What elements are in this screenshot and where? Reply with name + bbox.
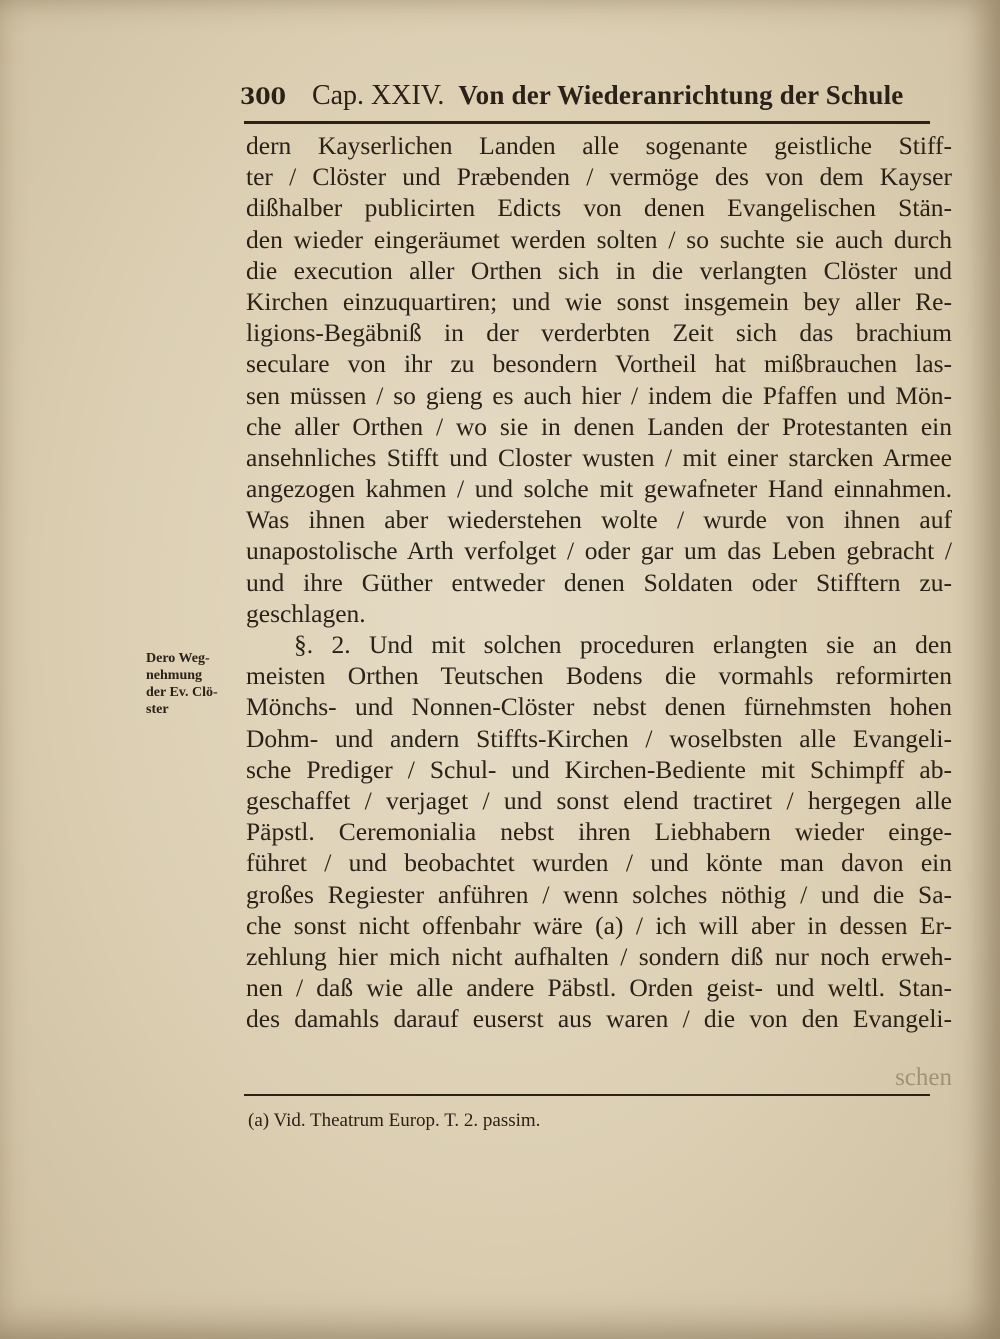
- text-line: Päpstl. Ceremonialia nebst ihren Liebhabern wieder einge-: [246, 817, 952, 847]
- text-line: ligions-Begäbniß in der verderbten Zeit sich das brachium: [246, 318, 952, 348]
- text-line: seculare von ihr zu besondern Vortheil hat mißbrauchen las-: [246, 349, 952, 379]
- text-line: und ihre Güther entweder denen Soldaten oder Stifftern zu-: [246, 567, 952, 597]
- text-line: dißhalber publicirten Edicts von denen Evangelischen Stän-: [246, 193, 952, 223]
- margin-note: [146, 650, 242, 718]
- text-line: che aller Orthen / wo sie in denen Landen der Protestanten ein: [246, 411, 952, 441]
- body-text: [246, 130, 952, 1034]
- text-line: dern Kayserlichen Landen alle sogenante geistliche Stiff-: [246, 131, 952, 160]
- text-line: die execution aller Orthen sich in die verlangten Clöster und: [246, 255, 952, 285]
- running-header: [240, 80, 930, 120]
- text-line: geschaffet / verjaget / und sonst elend tractiret / hergegen alle: [246, 785, 952, 815]
- text-line: Dohm- und andern Stiffts-Kirchen / woselbsten alle Evangeli-: [246, 723, 952, 753]
- margin-note-line: Dero Weg-: [146, 651, 210, 666]
- margin-note-line: ster: [146, 702, 169, 717]
- footnote: (a) Vid. Theatrum Europ. T. 2. passim.: [248, 1110, 541, 1131]
- header-rule: [244, 121, 930, 124]
- page-number: 300: [240, 84, 286, 110]
- text-line: zehlung hier mich nicht aufhalten / sondern diß nur noch erweh-: [246, 941, 952, 971]
- catchword: [246, 1064, 952, 1092]
- text-line: ansehnliches Stifft und Closter wusten / mit einer starcken Armee: [246, 442, 952, 472]
- text-line: führet / und beobachtet wurden / und könte man davon ein: [246, 848, 952, 878]
- text-line: angezogen kahmen / und solche mit gewafneter Hand einnahmen.: [246, 474, 952, 504]
- margin-note-line: nehmung: [146, 668, 203, 683]
- text-line: unapostolische Arth verfolget / oder gar um das Leben gebracht /: [246, 536, 952, 566]
- margin-note-line: der Ev. Clö-: [146, 685, 218, 700]
- chapter-label: Cap. XXIV.: [311, 80, 445, 111]
- text-line: meisten Orthen Teutschen Bodens die vormahls reformirten: [246, 661, 952, 691]
- text-line: den wieder eingeräumet werden solten / so suchte sie auch durch: [246, 224, 952, 254]
- text-line: sche Prediger / Schul- und Kirchen-Bediente mit Schimpff ab-: [246, 754, 952, 784]
- running-title: Von der Wiederanrichtung der Schule: [458, 80, 904, 110]
- catchword-text: schen: [895, 1064, 952, 1091]
- text-line: Kirchen einzuquartiren; und wie sonst insgemein bey aller Re-: [246, 286, 952, 316]
- text-line: des damahls darauf euserst aus waren / die von den Evangeli-: [246, 1004, 952, 1034]
- text-line: sen müssen / so gieng es auch hier / indem die Pfaffen und Mön-: [246, 380, 952, 410]
- footnote-rule: [244, 1094, 930, 1096]
- text-line: Was ihnen aber wiederstehen wolte / wurde von ihnen auf: [246, 505, 952, 535]
- text-line: geschlagen.: [246, 598, 366, 628]
- text-line: che sonst nicht offenbahr wäre (a) / ich will aber in dessen Er-: [246, 910, 952, 940]
- text-line: nen / daß wie alle andere Päbstl. Orden geist- und weltl. Stan-: [246, 973, 952, 1003]
- paragraph-start: §. 2. Und mit solchen proceduren erlangten sie an den: [294, 630, 952, 659]
- text-line: großes Regiester anführen / wenn solches nöthig / und die Sa-: [246, 879, 952, 909]
- text-line: ter / Clöster und Præbenden / vermöge des von dem Kayser: [246, 162, 952, 192]
- text-line: Mönchs- und Nonnen-Clöster nebst denen fürnehmsten hohen: [246, 692, 952, 722]
